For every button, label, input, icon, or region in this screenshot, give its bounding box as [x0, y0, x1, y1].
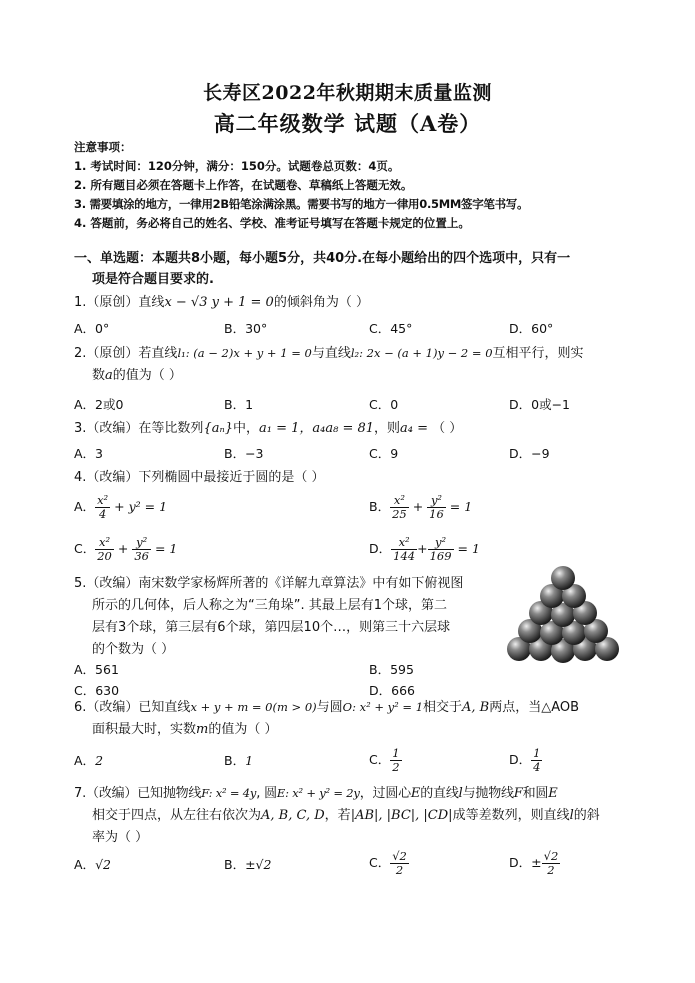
question-5 [74, 573, 504, 661]
fraction-numerator: y² [428, 536, 454, 550]
question-2-formula-2: l₂: 2x − (a + 1)y − 2 = 0 [350, 346, 493, 360]
question-7-formula-5: F [513, 786, 523, 801]
question-2-option-a: A．2或0 [74, 397, 124, 412]
fraction-denominator: 4 [533, 760, 541, 774]
fraction-numerator: x² [97, 493, 109, 507]
question-3 [74, 418, 634, 440]
question-6-line2-pre: 面积最大时，实数 [92, 722, 197, 737]
fraction-denominator: 2 [395, 863, 404, 877]
question-4-option-d-rest: = 1 [457, 541, 480, 556]
question-3-text-post: ，则 [374, 421, 401, 436]
question-5-option-d: D．666 [369, 683, 415, 698]
fraction-numerator: √2 [543, 849, 559, 863]
question-7-option-d [509, 850, 560, 877]
question-4-options-row1 [74, 494, 634, 526]
question-4-option-c-label: C． [74, 541, 96, 556]
question-1-text-post: 的倾斜角为（ ） [273, 295, 369, 310]
question-7-text-post2: 的直线 [420, 786, 459, 801]
question-2-line2-pre: 数 [92, 368, 106, 383]
fraction-numerator: x² [391, 536, 417, 550]
question-7-option-c-fraction [390, 850, 409, 877]
triangular-pile-figure [505, 565, 625, 665]
question-3-option-d: D．−9 [509, 446, 550, 461]
question-7-line2-formula-2: |AB|, |BC|, |CD| [350, 808, 453, 823]
notes-item-1: 1. 考试时间：120分钟，满分：150分。试题卷总页数：4页。 [74, 159, 400, 173]
question-6-text-post: 两点，当△AOB [489, 700, 580, 715]
question-7-tag: （改编） [86, 786, 138, 801]
question-4-option-b-rest: = 1 [449, 499, 473, 514]
question-3-number: 3. [74, 421, 87, 436]
question-7-option-c-label: C． [369, 855, 391, 870]
question-7-option-d-sign: ± [531, 855, 542, 870]
fraction-numerator: 1 [533, 746, 541, 760]
fraction-denominator: 25 [392, 507, 407, 521]
question-4-option-b-fraction-2 [427, 494, 446, 521]
question-6-option-b-label: B． [224, 753, 246, 768]
question-7-formula-6: E [548, 786, 558, 801]
notes-block [74, 138, 674, 233]
question-1-option-c: C．45° [369, 321, 413, 336]
question-3-option-b: B．−3 [224, 446, 264, 461]
fraction-numerator: x² [390, 494, 409, 508]
question-7-option-c [369, 850, 409, 877]
question-6-formula-2: O: x² + y² = 1 [342, 700, 424, 714]
question-4-option-b-label: B． [369, 499, 391, 514]
plus-sign: + [412, 499, 424, 514]
question-6-option-a-value: 2 [95, 753, 104, 768]
question-1 [74, 292, 634, 314]
question-1-option-a: A．0° [74, 321, 110, 336]
question-1-text-pre: 直线 [138, 295, 165, 310]
question-7-line2: 相交于四点，从左往右依次为 [92, 808, 262, 823]
question-3-text-end: （ ） [432, 421, 463, 436]
question-6-option-d-fraction [531, 747, 542, 774]
question-2-option-c: C．0 [369, 397, 399, 412]
section-heading [74, 248, 634, 290]
question-2 [74, 342, 634, 387]
section-heading-line2: 项是符合题目要求的. [92, 272, 214, 287]
question-7-line2-formula-3: l [569, 808, 574, 823]
question-4-option-c-fraction-1 [95, 536, 114, 563]
question-6-formula-1: x + y + m = 0(m > 0) [190, 700, 317, 714]
question-4 [74, 467, 634, 489]
question-6-option-b [224, 751, 253, 769]
question-5-line2: 所示的几何体，后人称之为“三角垛”. 其最上层有1个球，第二 [92, 598, 448, 613]
question-3-option-a: A．3 [74, 446, 104, 461]
question-4-options-row2 [74, 536, 634, 568]
question-6-formula-3: A, B [462, 700, 490, 715]
sphere-layer-1 [540, 566, 586, 608]
question-6-text-pre: 已知直线 [138, 700, 191, 715]
fraction-denominator: 144 [393, 549, 416, 563]
question-5-tag: （改编） [86, 576, 139, 591]
question-4-option-a [74, 494, 167, 521]
fraction-numerator: y² [427, 494, 446, 508]
question-7-line2-post: 成等差数列，则直线 [452, 808, 570, 823]
question-7-options [74, 850, 634, 884]
question-7-option-d-fraction [542, 850, 561, 877]
question-5-number: 5. [74, 576, 87, 591]
question-3-formula-2: a₁ = 1，a₄a₈ = 81 [259, 421, 375, 436]
exam-title-line2: 高二年级数学 试题（A卷） [213, 111, 482, 136]
fraction-numerator: 1 [392, 746, 400, 760]
question-2-number: 2. [74, 346, 87, 361]
sphere-layer-2 [529, 601, 597, 627]
question-7-line2-end: 的斜 [573, 808, 600, 823]
question-4-option-c [74, 536, 177, 563]
question-5-line4: 的个数为（ ） [92, 642, 175, 657]
question-3-text-pre: 在等比数列 [138, 421, 204, 436]
question-6-option-d [509, 747, 542, 774]
plus-sign: + [417, 541, 428, 556]
question-4-option-d-fraction-2 [428, 536, 454, 563]
notes-item-2: 2. 所有题目必须在答题卡上作答，在试题卷、草稿纸上答题无效。 [74, 178, 413, 192]
question-3-tag: （改编） [86, 421, 139, 436]
question-1-options [74, 319, 634, 341]
question-6-options [74, 747, 634, 779]
question-7-formula-3: E [410, 786, 421, 801]
question-5-line1: 南宋数学家杨辉所著的《详解九章算法》中有如下俯视图 [138, 576, 464, 591]
question-7-option-d-label: D． [509, 855, 532, 870]
question-6-text-mid2: 相交于 [423, 700, 463, 715]
question-7-line2-formula-1: A, B, C, D [261, 808, 325, 823]
question-2-option-b: B．1 [224, 397, 254, 412]
question-7-option-a-label: A． [74, 857, 96, 872]
question-4-option-d-fraction-1 [391, 536, 417, 563]
question-2-line2-post: 的值为（ ） [112, 368, 182, 383]
question-4-option-a-label: A． [74, 499, 96, 514]
question-4-tag: （改编） [86, 470, 139, 485]
question-2-line2-var: a [105, 368, 113, 383]
question-6-option-a [74, 751, 103, 769]
question-3-option-c: C．9 [369, 446, 399, 461]
question-2-options [74, 395, 634, 417]
question-1-option-d: D．60° [509, 321, 554, 336]
question-2-option-d: D．0或−1 [509, 397, 571, 412]
question-6-number: 6. [74, 700, 87, 715]
question-7-option-a [74, 855, 111, 873]
fraction-denominator: 2 [547, 863, 555, 877]
fraction-denominator: 36 [134, 549, 149, 563]
question-7-option-b-label: B． [224, 857, 246, 872]
section-heading-line1: 一、单选题：本题共8小题，每小题5分，共40分.在每小题给出的四个选项中，只有一 [74, 251, 571, 266]
question-2-formula-1: l₁: (a − 2)x + y + 1 = 0 [177, 346, 312, 360]
question-7-text-post3: 与抛物线 [462, 786, 514, 801]
question-7-line2-mid: ，若 [324, 808, 351, 823]
question-7-formula-2: E: x² + y² = 2y [276, 786, 360, 800]
question-7-option-a-value: √2 [95, 857, 111, 872]
question-7-text-pre: 已知抛物线 [137, 786, 202, 801]
question-4-option-c-rest: = 1 [154, 541, 178, 556]
question-1-tag: （原创） [86, 295, 139, 310]
fraction-numerator: y² [132, 536, 151, 550]
question-7-option-b [224, 855, 271, 873]
question-4-option-b-fraction-1 [390, 494, 409, 521]
plus-sign: + [117, 541, 129, 556]
question-4-option-a-rest: + y² = 1 [114, 499, 168, 514]
question-3-text-mid: 中， [233, 421, 260, 436]
question-7-text-post: ，过圆心 [359, 786, 411, 801]
question-6-line2-post: 的值为（ ） [208, 722, 278, 737]
question-3-formula-3: a₄ = [400, 421, 433, 436]
notes-item-4: 4. 答题前，务必将自己的姓名、学校、准考证号填写在答题卡规定的位置上。 [74, 216, 470, 230]
question-4-option-c-fraction-2 [132, 536, 151, 563]
question-4-number: 4. [74, 470, 87, 485]
question-4-text: 下列椭圆中最接近于圆的是（ ） [138, 470, 325, 485]
question-4-option-d-label: D． [369, 541, 392, 556]
question-1-formula: x − √3 y + 1 = 0 [164, 295, 274, 310]
question-2-text-mid: 与直线 [311, 346, 351, 361]
fraction-numerator: x² [95, 536, 114, 550]
question-5-line3: 层有3个球，第三层有6个球，第四层10个…，则第三十六层球 [92, 620, 451, 635]
question-1-number: 1. [74, 295, 87, 310]
question-6-option-a-label: A． [74, 753, 96, 768]
question-7 [74, 782, 634, 849]
question-5-options-row1 [74, 660, 634, 682]
fraction-numerator: √2 [392, 849, 407, 863]
question-6-line2-var: m [196, 722, 209, 737]
question-4-option-a-fraction [95, 494, 110, 521]
question-6-option-b-value: 1 [245, 753, 254, 768]
question-4-option-b [369, 494, 472, 521]
question-3-formula-1: {aₙ} [203, 421, 233, 436]
fraction-denominator: 20 [97, 549, 112, 563]
question-6-option-d-label: D． [509, 752, 532, 767]
question-2-text-post: 互相平行，则实 [492, 346, 584, 361]
question-6-option-c-label: C． [369, 752, 391, 767]
question-2-tag: （原创） [86, 346, 139, 361]
question-6-option-c-fraction [390, 747, 401, 774]
question-5-option-b: B．595 [369, 662, 414, 677]
question-3-options [74, 444, 634, 466]
question-7-number: 7. [74, 786, 87, 801]
fraction-denominator: 2 [392, 760, 400, 774]
notes-item-3: 3. 需要填涂的地方，一律用2B铅笔涂满涂黑。需要书写的地方一律用0.5MM签字笔书写。 [74, 197, 529, 211]
fraction-denominator: 16 [429, 507, 444, 521]
fraction-denominator: 4 [98, 507, 107, 521]
exam-title-line1: 长寿区2022年秋期期末质量监测 [203, 82, 492, 104]
question-6-option-c [369, 747, 402, 774]
fraction-denominator: 169 [429, 549, 452, 563]
question-2-text-pre: 若直线 [138, 346, 178, 361]
question-7-text-mid: , 圆 [256, 786, 277, 801]
question-6-text-mid: 与圆 [316, 700, 343, 715]
question-4-option-d [369, 536, 480, 563]
question-7-text-post4: 和圆 [522, 786, 549, 801]
notes-heading: 注意事项： [74, 140, 132, 154]
question-5-option-a: A．561 [74, 662, 119, 677]
question-5-option-c: C．630 [74, 683, 120, 698]
question-7-line3: 率为（ ） [92, 830, 149, 845]
question-6 [74, 696, 634, 741]
question-7-formula-1: F: x² = 4y [201, 786, 257, 800]
question-1-option-b: B．30° [224, 321, 268, 336]
question-7-formula-4: l [458, 786, 463, 801]
question-7-option-b-value: ±√2 [245, 857, 272, 872]
question-6-tag: （改编） [86, 700, 139, 715]
